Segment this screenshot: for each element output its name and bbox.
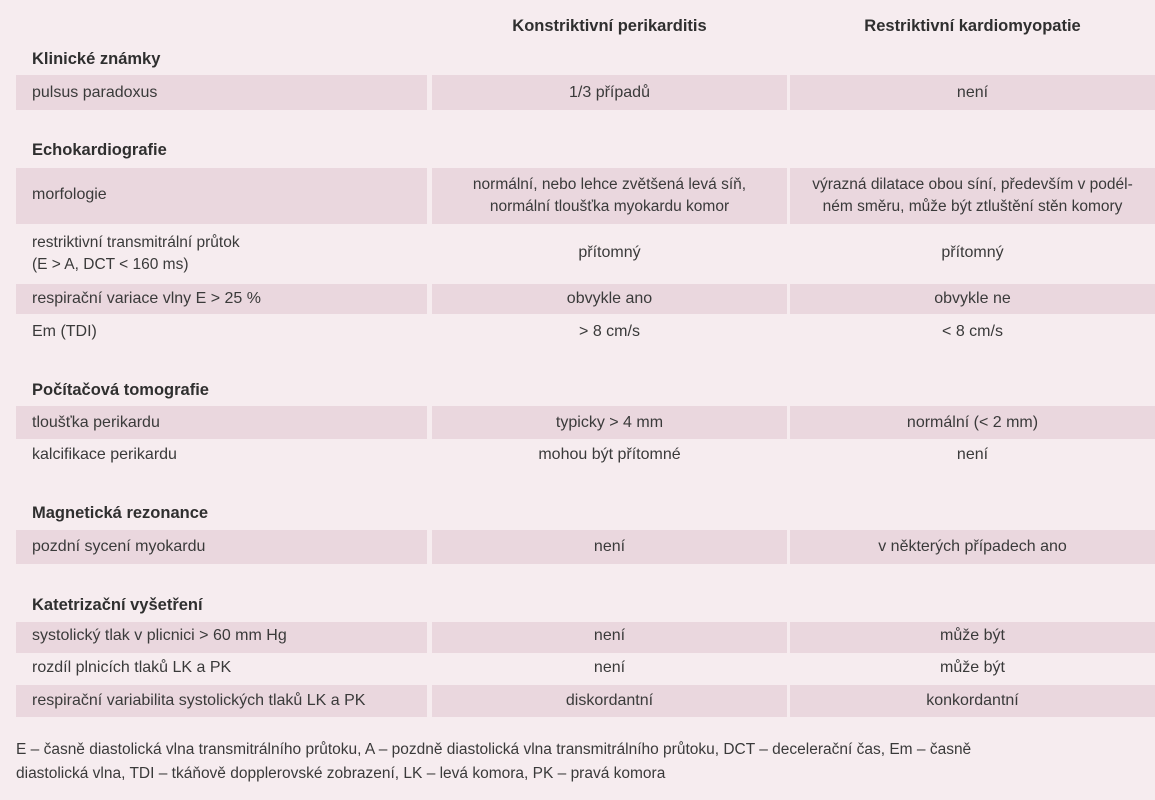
section-title-clinical-signs: Klinické známky [32,50,161,68]
row-value-restrictive: obvykle ne [934,290,1011,307]
row-label: pozdní sycení myokardu [32,538,206,555]
row-value-restrictive: může být [940,659,1005,676]
row-value-constrictive: přítomný [578,244,641,261]
row-value-constrictive: obvykle ano [566,290,653,307]
section-title-catheterization: Katetrizační vyšetření [32,596,203,614]
row-value-line: výrazná dilatace obou síní, především v podél- [812,176,1133,193]
table-footnote [16,738,1146,786]
row-label: respirační variace vlny E > 25 % [32,290,261,307]
section-title-echocardiography: Echokardiografie [32,141,167,159]
table-row-transmitral-flow [0,228,1155,282]
row-value-constrictive: 1/3 případů [569,84,650,101]
row-label: morfologie [32,186,107,203]
row-value-restrictive [790,174,1155,218]
row-label [32,232,240,276]
row-label-line: restriktivní transmitrální průtok [32,234,240,251]
footnote-line: E – časně diastolická vlna transmitrálního průtoku, A – pozdně diastolická vlna transmitrálního průtoku, DCT – decelerační čas, Em – časně [16,741,972,758]
row-value-restrictive: v některých případech ano [878,538,1067,555]
row-value-line: ném směru, může být ztluštění stěn komory [822,198,1123,215]
row-value-restrictive: může být [940,627,1005,644]
row-value-restrictive: přítomný [941,244,1004,261]
section-title-magnetic-resonance: Magnetická rezonance [32,504,209,522]
row-value-constrictive: není [593,627,626,644]
row-value-constrictive [432,174,787,218]
row-value-line: normální tloušťka myokardu komor [489,198,730,215]
row-value-restrictive: normální (< 2 mm) [906,414,1039,431]
row-value-restrictive: není [956,446,989,463]
header-constrictive-pericarditis: Konstriktivní perikarditis [512,17,707,35]
row-value-restrictive: < 8 cm/s [942,323,1003,340]
row-value-restrictive: konkordantní [926,692,1019,709]
header-restrictive-cardiomyopathy: Restriktivní kardiomyopatie [864,17,1081,35]
table-header [0,0,1155,50]
row-value-constrictive: > 8 cm/s [579,323,640,340]
footnote-line: diastolická vlna, TDI – tkáňově dopplerovské zobrazení, LK – levá komora, PK – pravá komora [16,765,666,782]
row-value-line: normální, nebo lehce zvětšená levá síň, [472,176,747,193]
section-title-computed-tomography: Počítačová tomografie [32,381,209,399]
row-label: pulsus paradoxus [32,84,158,101]
row-value-restrictive: není [956,84,989,101]
row-label: respirační variabilita systolických tlaků LK a PK [32,692,366,709]
row-value-constrictive: není [593,538,626,555]
row-label: Em (TDI) [32,323,97,340]
row-label: systolický tlak v plicnici > 60 mm Hg [32,627,287,644]
row-value-constrictive: typicky > 4 mm [555,414,664,431]
row-value-constrictive: není [593,659,626,676]
row-value-constrictive: diskordantní [565,692,654,709]
row-label: rozdíl plnicích tlaků LK a PK [32,659,232,676]
row-label: tloušťka perikardu [32,414,160,431]
row-value-constrictive: mohou být přítomné [538,446,681,463]
row-label: kalcifikace perikardu [32,446,177,463]
table-row-morphology [0,168,1155,224]
row-label-line: (E > A, DCT < 160 ms) [32,256,189,273]
